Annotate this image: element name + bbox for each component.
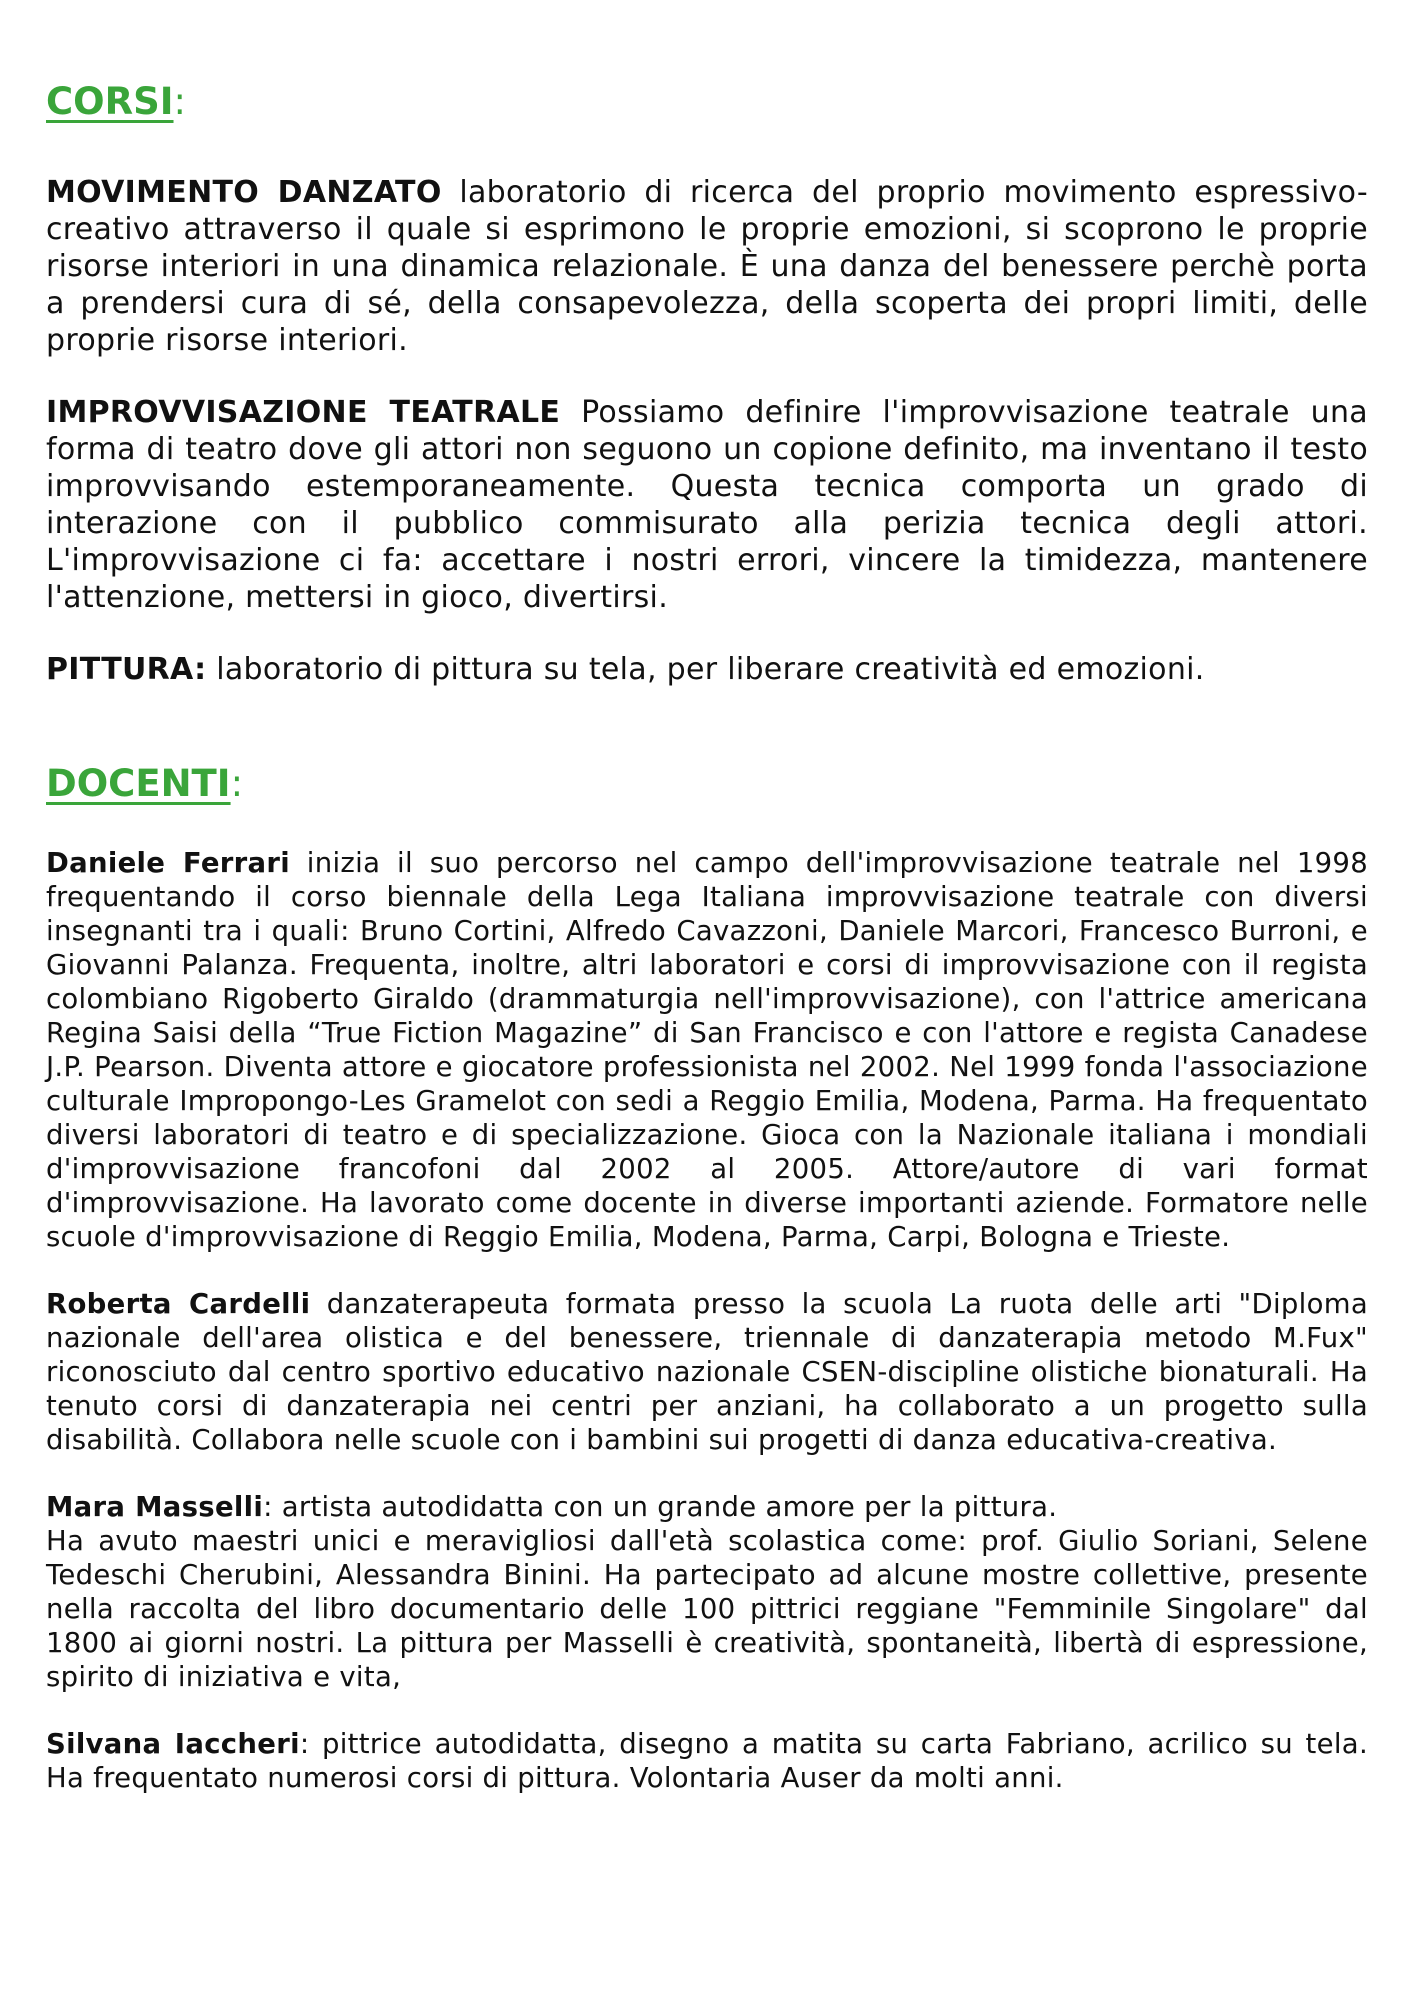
docente-daniele-ferrari — [46, 846, 1368, 1254]
docente-bio: : artista autodidatta con un grande amore per la pittura. — [263, 1491, 1058, 1523]
corsi-heading-word: CORSI — [46, 80, 174, 123]
docenti-heading-colon: : — [230, 762, 244, 805]
docente-bio-continued: Ha avuto maestri unici e meravigliosi dall'età scolastica come: prof. Giulio Soriani, Selene Tedeschi Cherubini, Alessandra Binini. Ha partecipato ad alcune mostre collettive, presente nella raccolta del libro documentario delle 100 pittrici reggiane "Femminile Singolare" dal 1800 ai giorni nostri. La pittura per Masselli è creatività, spontaneità, libertà di espressione, spirito di iniziativa e vita, — [46, 1525, 1368, 1693]
docente-silvana-iaccheri — [46, 1727, 1368, 1795]
docenti-heading — [46, 760, 1368, 808]
docenti-heading-word: DOCENTI — [46, 762, 231, 805]
corso-title: MOVIMENTO DANZATO — [46, 175, 442, 210]
document-page — [46, 78, 1368, 1795]
corsi-heading-colon: : — [173, 80, 186, 123]
corso-title: IMPROVVISAZIONE TEATRALE — [46, 395, 561, 430]
docente-mara-masselli — [46, 1490, 1368, 1694]
docente-roberta-cardelli — [46, 1287, 1368, 1457]
corso-title: PITTURA: — [46, 652, 207, 687]
corso-description: laboratorio di pittura su tela, per liberare creatività ed emozioni. — [206, 652, 1205, 687]
corso-improvvisazione-teatrale — [46, 394, 1368, 616]
corso-description: Possiamo definire l'improvvisazione teatrale una forma di teatro dove gli attori non seguono un copione definito, ma inventano il testo improvvisando estemporaneamente. Questa tecnica comporta un grado di interazione con il pubblico commisurato alla perizia tecnica degli attori. L'improvvisazione ci fa: accettare i nostri errori, vincere la timidezza, mantenere l'attenzione, mettersi in gioco, divertirsi. — [46, 395, 1368, 615]
corso-pittura — [46, 651, 1368, 688]
docente-bio: : pittrice autodidatta, disegno a matita su carta Fabriano, acrilico su tela. Ha frequentato numerosi corsi di pittura. Volontaria Auser da molti anni. — [46, 1728, 1368, 1794]
corsi-heading — [46, 78, 1368, 126]
docente-name: Roberta Cardelli — [46, 1288, 311, 1320]
docente-bio: inizia il suo percorso nel campo dell'improvvisazione teatrale nel 1998 frequentando il corso biennale della Lega Italiana improvvisazione teatrale con diversi insegnanti tra i quali: Bruno Cortini, Alfredo Cavazzoni, Daniele Marcori, Francesco Burroni, e Giovanni Palanza. Frequenta, inoltre, altri laboratori e corsi di improvvisazione con il regista colombiano Rigoberto Giraldo (drammaturgia nell'improvvisazione), con l'attrice americana Regina Saisi della “True Fiction Magazine” di San Francisco e con l'attore e regista Canadese J.P. Pearson. Diventa attore e giocatore professionista nel 2002. Nel 1999 fonda l'associazione culturale Impropongo-Les Gramelot con sedi a Reggio Emilia, Modena, Parma. Ha frequentato diversi laboratori di teatro e di specializzazione. Gioca con la Nazionale italiana i mondiali d'improvvisazione francofoni dal 2002 al 2005. Attore/autore di vari format d'improvvisazione. Ha lavorato come docente in diverse importanti aziende. Formatore nelle scuole d'improvvisazione di Reggio Emilia, Modena, Parma, Carpi, Bologna e Trieste. — [46, 847, 1369, 1253]
corso-description: laboratorio di ricerca del proprio movimento espressivo-creativo attraverso il quale si esprimono le proprie emozioni, si scoprono le proprie risorse interiori in una dinamica relazionale. È una danza del benessere perchè porta a prendersi cura di sé, della consapevolezza, della scoperta dei propri limiti, delle proprie risorse interiori. — [46, 175, 1368, 358]
docente-name: Silvana Iaccheri — [46, 1728, 300, 1760]
docente-name: Mara Masselli — [46, 1491, 264, 1523]
docente-name: Daniele Ferrari — [46, 847, 290, 879]
corso-movimento-danzato — [46, 174, 1368, 359]
docente-bio: danzaterapeuta formata presso la scuola La ruota delle arti "Diploma nazionale dell'area olistica e del benessere, triennale di danzaterapia metodo M.Fux" riconosciuto dal centro sportivo educativo nazionale CSEN-discipline olistiche bionaturali. Ha tenuto corsi di danzaterapia nei centri per anziani, ha collaborato a un progetto sulla disabilità. Collabora nelle scuole con i bambini sui progetti di danza educativa-creativa. — [46, 1288, 1368, 1456]
